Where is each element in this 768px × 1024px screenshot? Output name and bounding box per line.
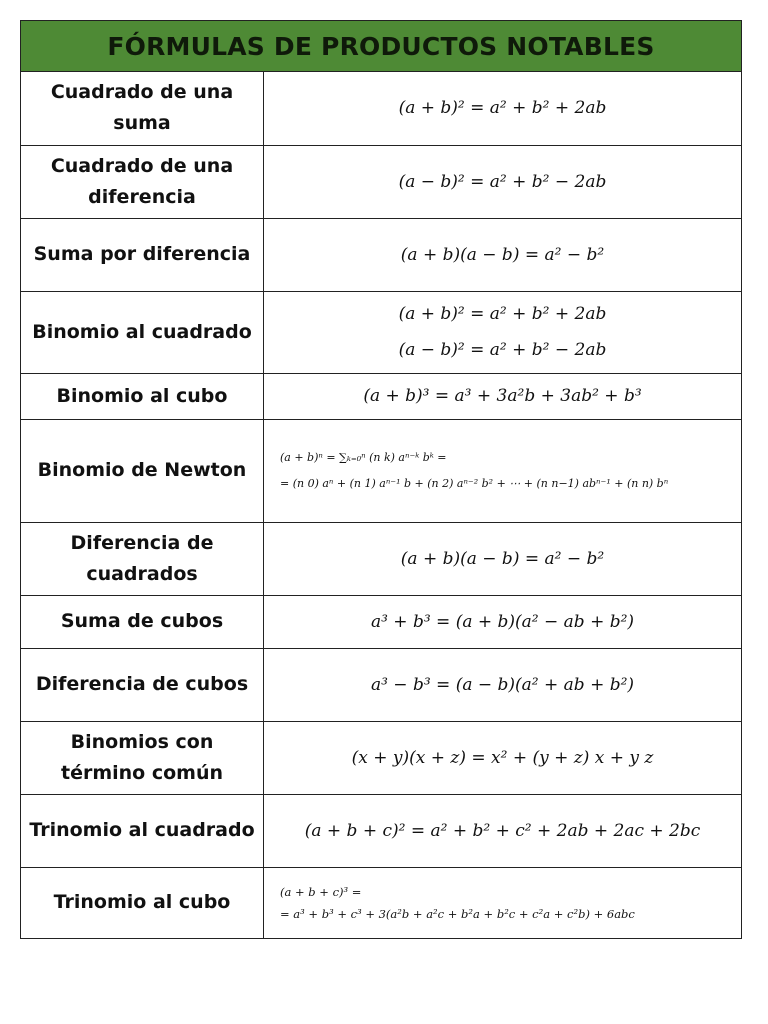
formula-line: (a + b + c)² = a² + b² + c² + 2ab + 2ac + 2bc [304, 820, 701, 841]
row-name: Trinomio al cubo [21, 867, 264, 938]
formula-table [21, 72, 741, 938]
row-name: Trinomio al cuadrado [21, 794, 264, 867]
row-name: Binomio de Newton [21, 419, 264, 522]
table-row [21, 291, 741, 373]
formula-line: (a + b)(a − b) = a² − b² [400, 244, 605, 265]
row-formula [264, 867, 742, 938]
row-name: Binomio al cubo [21, 373, 264, 419]
formula-line: (a + b)² = a² + b² + 2ab [398, 304, 607, 324]
row-name: Diferencia de cuadrados [21, 522, 264, 595]
row-name: Cuadrado de una suma [21, 72, 264, 145]
row-formula [264, 522, 742, 595]
formula-line: (a + b)ⁿ = ∑ₖ₌₀ⁿ (n k) aⁿ⁻ᵏ bᵏ = [280, 450, 447, 464]
table-row [21, 867, 741, 938]
row-name: Suma por diferencia [21, 218, 264, 291]
table-row [21, 721, 741, 794]
formula-line: (a + b)(a − b) = a² − b² [400, 548, 605, 569]
row-formula [264, 145, 742, 218]
row-formula [264, 218, 742, 291]
row-formula [264, 419, 742, 522]
row-formula [264, 648, 742, 721]
formula-line: (a + b)³ = a³ + 3a²b + 3ab² + b³ [363, 386, 642, 406]
formula-line: a³ − b³ = (a − b)(a² + ab + b²) [370, 674, 635, 695]
table-row [21, 72, 741, 145]
formula-line: = (n 0) aⁿ + (n 1) aⁿ⁻¹ b + (n 2) aⁿ⁻² b² + ⋯ + (n n−1) abⁿ⁻¹ + (n n) bⁿ [280, 476, 669, 490]
row-formula [264, 794, 742, 867]
table-row [21, 419, 741, 522]
formula-line: (x + y)(x + z) = x² + (y + z) x + y z [351, 747, 654, 768]
table-row [21, 648, 741, 721]
row-name: Cuadrado de una diferencia [21, 145, 264, 218]
row-formula [264, 72, 742, 145]
formula-line: (a + b)² = a² + b² + 2ab [398, 98, 607, 119]
row-name: Diferencia de cubos [21, 648, 264, 721]
row-name: Binomio al cuadrado [21, 291, 264, 373]
formula-sheet [20, 20, 742, 939]
row-name: Suma de cubos [21, 595, 264, 648]
row-name: Binomios con término común [21, 721, 264, 794]
table-row [21, 522, 741, 595]
row-formula [264, 595, 742, 648]
row-formula [264, 721, 742, 794]
row-formula [264, 291, 742, 373]
table-row [21, 595, 741, 648]
table-row [21, 373, 741, 419]
table-row [21, 145, 741, 218]
formula-line: (a − b)² = a² + b² − 2ab [398, 171, 607, 192]
page-title: FÓRMULAS DE PRODUCTOS NOTABLES [21, 21, 741, 72]
formula-line: a³ + b³ = (a + b)(a² − ab + b²) [370, 611, 635, 632]
formula-line: (a − b)² = a² + b² − 2ab [398, 340, 607, 360]
table-row [21, 218, 741, 291]
row-formula [264, 373, 742, 419]
formula-line: (a + b + c)³ = [280, 884, 362, 899]
formula-line: = a³ + b³ + c³ + 3(a²b + a²c + b²a + b²c + c²a + c²b) + 6abc [280, 906, 635, 921]
table-row [21, 794, 741, 867]
